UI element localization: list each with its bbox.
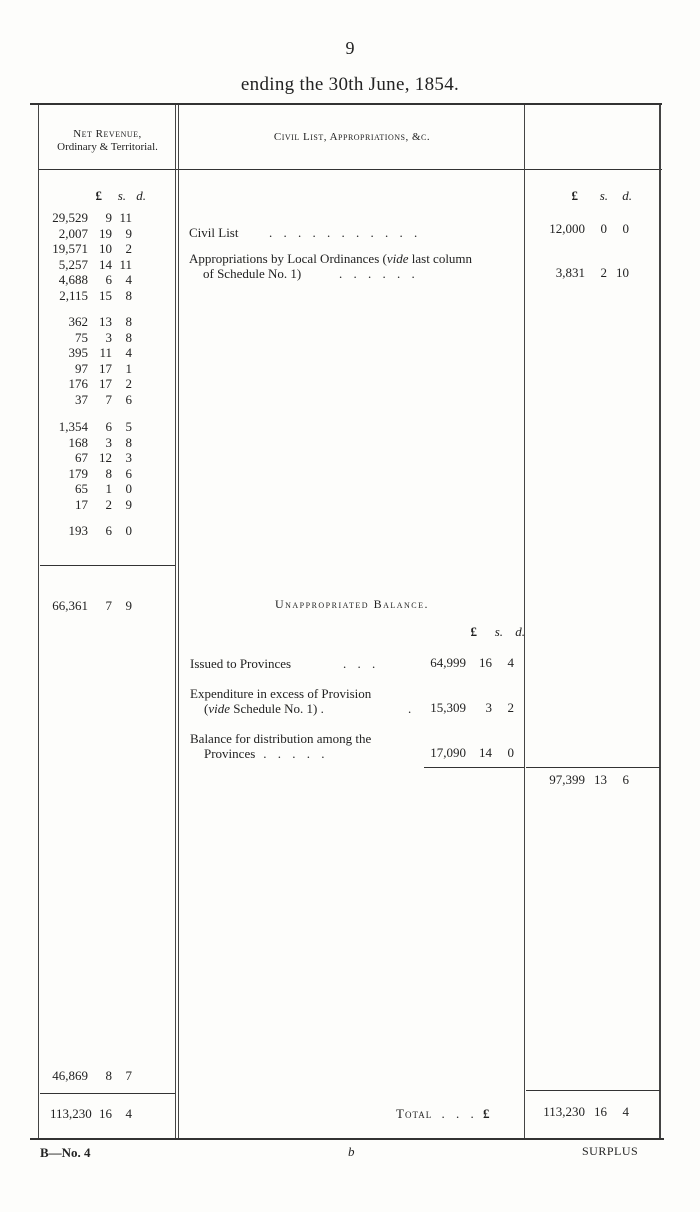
net-revenue-pounds: 362: [68, 314, 88, 329]
balance-pounds: 17,090: [430, 745, 466, 760]
right-rule-total: [526, 1090, 660, 1091]
unapp-units: [435, 624, 525, 640]
excess-pence: 2: [507, 700, 514, 715]
right-pound-symbol: £: [571, 188, 578, 203]
total-row: Total . . . £: [396, 1106, 490, 1121]
surplus-shillings: 8: [105, 1068, 112, 1083]
net-revenue-shillings: 17: [99, 360, 112, 376]
net-revenue-pounds: 2,007: [58, 225, 88, 241]
page-number: 9: [345, 38, 355, 58]
net-revenue-shillings: 1: [105, 481, 112, 496]
net-revenue-shillings: 13: [99, 314, 112, 329]
excess-shillings: 3: [485, 700, 492, 715]
excess-row: Expenditure in excess of Provision (vide Schedule No. 1) .: [190, 686, 430, 716]
net-revenue-row: [50, 241, 132, 257]
col1-divider-a: [175, 105, 176, 1138]
net-revenue-row: [50, 392, 132, 408]
net-revenue-pence: 4: [125, 345, 132, 360]
net-revenue-pence: 5: [125, 419, 132, 434]
civil-list-row: Civil List . . . . . . . . . . .: [189, 225, 422, 240]
net-revenue-row: [50, 466, 132, 482]
net-revenue-shillings: 10: [99, 241, 112, 256]
net-revenue-units: [64, 188, 146, 204]
bottom-rule: [30, 1138, 664, 1140]
unapp-shillings-symbol: s.: [494, 624, 503, 639]
net-revenue-pounds: 65: [75, 481, 88, 496]
net-revenue-pence: 8: [125, 287, 132, 303]
excess-line2: Schedule No. 1) .: [230, 701, 324, 716]
right-unapp-pounds: 97,399: [549, 772, 585, 787]
net-revenue-group-4: [50, 523, 132, 539]
net-revenue-shillings: 6: [105, 523, 112, 538]
net-revenue-pence: 4: [125, 272, 132, 287]
right-shillings-symbol: s.: [599, 188, 608, 203]
net-revenue-pounds: 97: [75, 360, 88, 376]
surplus-pounds: 46,869: [52, 1068, 88, 1083]
net-revenue-row: [50, 419, 132, 435]
issued-amount: [424, 655, 514, 671]
total-label: Total: [396, 1106, 433, 1121]
net-revenue-subtotal: [50, 598, 132, 614]
footer-signature-mark: b: [348, 1144, 355, 1159]
page-heading: ending the 30th June, 1854.: [240, 74, 460, 95]
header-rule: [38, 169, 662, 170]
unapp-pound-symbol: £: [470, 624, 477, 639]
net-revenue-pence: 2: [125, 241, 132, 256]
net-revenue-pounds: 4,688: [58, 272, 88, 287]
right-appropriations: [535, 265, 629, 281]
net-revenue-pence: 9: [125, 225, 132, 241]
subtotal-pounds: 66,361: [52, 598, 88, 613]
top-rule: [30, 103, 662, 105]
net-revenue-group-3: [50, 419, 132, 512]
net-revenue-pence: 11: [119, 256, 132, 272]
right-unapp-shillings: 13: [594, 772, 607, 787]
footer-signature: B—No. 4: [40, 1145, 91, 1160]
balance-row: Balance for distribution among the Provinces . . . . .: [190, 731, 430, 761]
net-revenue-shillings: 12: [99, 450, 112, 465]
net-revenue-row: [50, 226, 132, 242]
net-revenue-pounds: 1,354: [58, 419, 88, 434]
pound-symbol: £: [95, 188, 102, 203]
net-revenue-row: [50, 345, 132, 361]
net-revenue-surplus: [50, 1068, 132, 1084]
net-revenue-pence: 8: [125, 314, 132, 329]
right-border: [659, 105, 661, 1138]
subtotal-pence: 9: [125, 598, 132, 613]
balance-line2: Provinces: [204, 746, 256, 761]
net-revenue-pence: 9: [125, 496, 132, 512]
issued-pence: 4: [507, 655, 514, 670]
net-revenue-pence: 0: [125, 481, 132, 496]
net-revenue-pounds: 17: [75, 496, 88, 512]
unapp-pence-symbol: d.: [515, 624, 525, 639]
net-revenue-pence: 1: [125, 360, 132, 376]
balance-amount: [424, 745, 514, 761]
approp-line1: Appropriations by Local Ordinances (: [189, 251, 387, 266]
net-revenue-row: [50, 497, 132, 513]
net-revenue-shillings: 3: [105, 434, 112, 450]
net-revenue-shillings: 6: [105, 419, 112, 434]
net-revenue-row: [50, 523, 132, 539]
net-revenue-shillings: 2: [105, 496, 112, 512]
net-revenue-pounds: 67: [75, 450, 88, 465]
approp-line1-end: last column: [408, 251, 473, 266]
issued-label: Issued to Provinces: [190, 656, 292, 671]
excess-amount: [424, 700, 514, 716]
right-approp-shillings: 2: [600, 265, 607, 280]
right-total-pence: 4: [622, 1104, 629, 1119]
net-revenue-pence: 8: [125, 434, 132, 450]
net-revenue-pounds: 37: [75, 391, 88, 407]
col1-divider-b: [178, 105, 179, 1138]
total-pounds: 113,230: [50, 1106, 92, 1121]
right-unappropriated: [535, 772, 629, 788]
net-revenue-row: [50, 450, 132, 466]
net-revenue-shillings: 7: [105, 391, 112, 407]
net-revenue-group-1: [50, 210, 132, 303]
net-revenue-row: [50, 314, 132, 330]
net-revenue-header-line1: Net Revenue,: [73, 128, 142, 140]
right-unapp-pence: 6: [622, 772, 629, 787]
total-shillings: 16: [99, 1106, 112, 1121]
right-pence-symbol: d.: [622, 188, 632, 203]
net-revenue-total: [50, 1106, 132, 1122]
net-revenue-pounds: 179: [68, 465, 88, 481]
net-revenue-shillings: 19: [99, 225, 112, 241]
right-units: [548, 188, 632, 204]
net-revenue-shillings: 15: [99, 287, 112, 303]
civil-list-label: Civil List: [189, 225, 239, 240]
net-revenue-row: [50, 435, 132, 451]
surplus-pence: 7: [125, 1068, 132, 1083]
net-revenue-group-2: [50, 314, 132, 407]
net-revenue-pounds: 176: [68, 376, 88, 391]
net-revenue-pence: 6: [125, 391, 132, 407]
net-revenue-pounds: 19,571: [52, 241, 88, 256]
net-revenue-shillings: 17: [99, 376, 112, 391]
total-pence: 4: [125, 1106, 132, 1121]
net-revenue-row: [50, 257, 132, 273]
excess-pounds: 15,309: [430, 700, 466, 715]
net-revenue-header: [40, 128, 175, 154]
civil-list-header: Civil List, Appropriations, &c.: [273, 131, 431, 143]
issued-pounds: 64,999: [430, 655, 466, 670]
right-approp-pence: 10: [616, 265, 629, 280]
left-rule-total: [40, 1093, 175, 1094]
issued-shillings: 16: [479, 655, 492, 670]
net-revenue-shillings: 8: [105, 465, 112, 481]
right-approp-pounds: 3,831: [555, 265, 585, 280]
shillings-symbol: s.: [117, 188, 126, 203]
net-revenue-pounds: 29,529: [52, 210, 88, 225]
net-revenue-row: [50, 272, 132, 288]
net-revenue-row: [50, 210, 132, 226]
right-total-shillings: 16: [594, 1104, 607, 1119]
footer-catchword: SURPLUS: [582, 1144, 639, 1158]
right-total: [535, 1104, 629, 1120]
right-civil-list: [535, 221, 629, 237]
net-revenue-header-line2: Ordinary & Territorial.: [57, 141, 158, 153]
net-revenue-row: [50, 481, 132, 497]
net-revenue-pence: 3: [125, 450, 132, 465]
net-revenue-row: [50, 361, 132, 377]
right-total-pounds: 113,230: [543, 1104, 585, 1119]
balance-line1: Balance for distribution among the: [190, 731, 372, 746]
net-revenue-pounds: 168: [68, 434, 88, 450]
approp-line2: of Schedule No. 1): [203, 266, 302, 281]
net-revenue-pounds: 75: [75, 329, 88, 345]
right-rule-balance: [526, 767, 660, 768]
net-revenue-pence: 8: [125, 329, 132, 345]
net-revenue-pounds: 5,257: [58, 256, 88, 272]
balance-shillings: 14: [479, 745, 492, 760]
excess-vide: vide: [208, 701, 230, 716]
net-revenue-pounds: 395: [68, 345, 88, 360]
net-revenue-pence: 2: [125, 376, 132, 391]
excess-line1: Expenditure in excess of Provision: [190, 686, 372, 701]
net-revenue-shillings: 11: [99, 345, 112, 360]
right-civil-pounds: 12,000: [549, 221, 585, 236]
unappropriated-title: Unappropriated Balance.: [274, 597, 430, 611]
net-revenue-pence: 11: [119, 210, 132, 225]
net-revenue-row: [50, 330, 132, 346]
net-revenue-row: [50, 376, 132, 392]
subtotal-shillings: 7: [105, 598, 112, 613]
net-revenue-shillings: 3: [105, 329, 112, 345]
right-civil-shillings: 0: [600, 221, 607, 236]
appropriations-row: Appropriations by Local Ordinances (vide last column of Schedule No. 1) . . . . . .: [189, 251, 473, 281]
net-revenue-pence: 0: [125, 523, 132, 538]
left-rule-subtotal: [40, 565, 175, 566]
net-revenue-pounds: 193: [68, 523, 88, 538]
total-pound-symbol: £: [482, 1106, 490, 1121]
pence-symbol: d.: [136, 188, 146, 203]
approp-vide: vide: [386, 251, 409, 266]
net-revenue-shillings: 6: [105, 272, 112, 287]
col2-divider: [524, 105, 525, 1138]
net-revenue-shillings: 9: [105, 210, 112, 225]
left-border: [38, 105, 39, 1138]
net-revenue-pounds: 2,115: [59, 287, 88, 303]
right-civil-pence: 0: [622, 221, 629, 236]
net-revenue-pence: 6: [125, 465, 132, 481]
net-revenue-shillings: 14: [99, 256, 112, 272]
mid-rule-balance: [424, 767, 524, 768]
balance-pence: 0: [507, 745, 514, 760]
net-revenue-row: [50, 288, 132, 304]
